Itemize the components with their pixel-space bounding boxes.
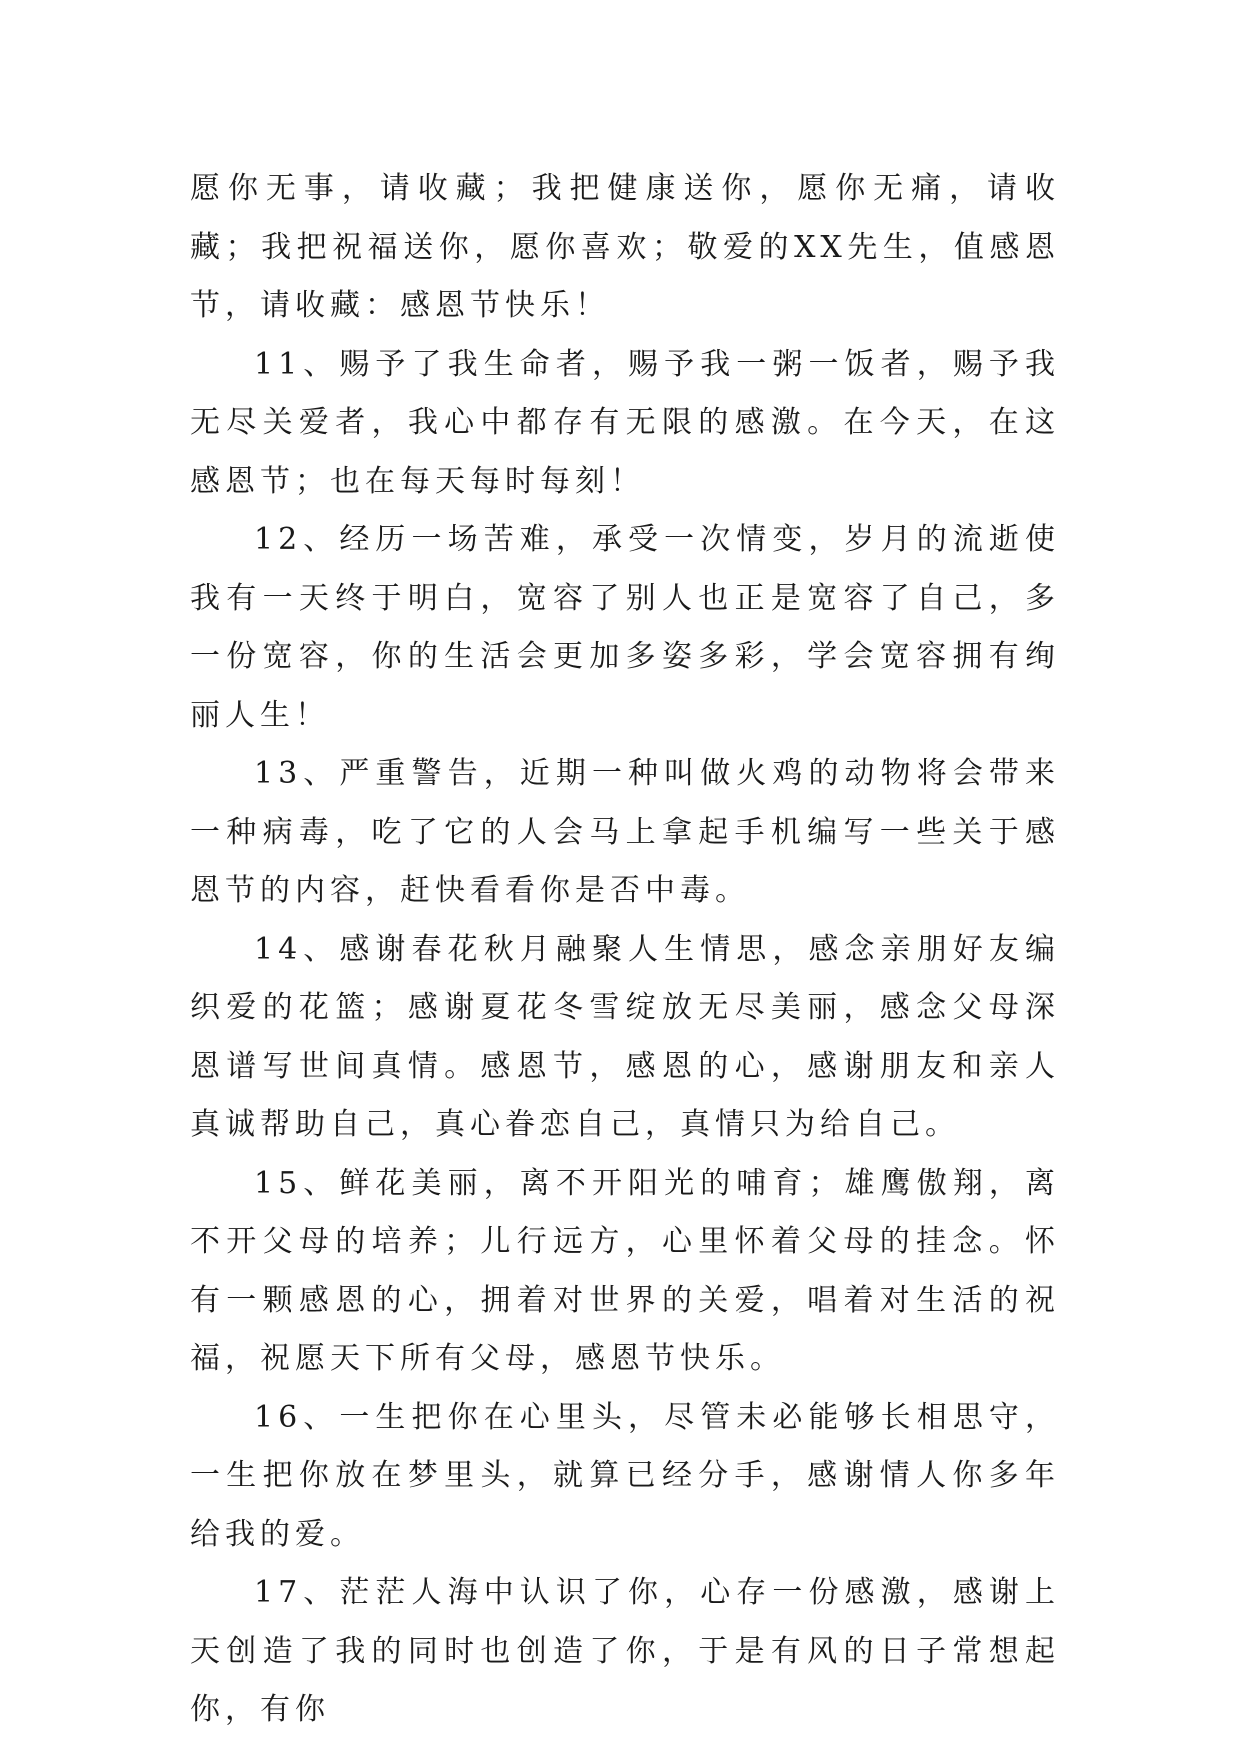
paragraph-item-16: 16、一生把你在心里头，尽管未必能够长相思守，一生把你放在梦里头，就算已经分手，感谢情人你多年给我的爱。 <box>190 1399 1060 1552</box>
paragraph-item-12: 12、经历一场苦难，承受一次情变，岁月的流逝使我有一天终于明白，宽容了别人也正是宽容了自己，多一份宽容，你的生活会更加多姿多彩，学会宽容拥有绚丽人生！ <box>190 522 1060 733</box>
paragraph-continuation: 愿你无事，请收藏；我把健康送你，愿你无痛，请收藏；我把祝福送你，愿你喜欢；敬爱的XX先生，值感恩节，请收藏：感恩节快乐！ <box>190 171 1060 323</box>
paragraph-item-14: 14、感谢春花秋月融聚人生情思，感念亲朋好友编织爱的花篮；感谢夏花冬雪绽放无尽美丽，感念父母深恩谱写世间真情。感恩节，感恩的心，感谢朋友和亲人真诚帮助自己，真心眷恋自己，真情只为给自己。 <box>190 931 1060 1142</box>
paragraph-item-17: 17、茫茫人海中认识了你，心存一份感激，感谢上天创造了我的同时也创造了你，于是有风的日子常想起你，有你 <box>190 1575 1060 1727</box>
paragraph-item-11: 11、赐予了我生命者，赐予我一粥一饭者，赐予我无尽关爱者，我心中都存有无限的感激。在今天，在这感恩节；也在每天每时每刻！ <box>190 346 1060 499</box>
document-body <box>190 160 1060 1740</box>
paragraph-item-13: 13、严重警告，近期一种叫做火鸡的动物将会带来一种病毒，吃了它的人会马上拿起手机编写一些关于感恩节的内容，赶快看看你是否中毒。 <box>190 756 1060 908</box>
paragraph-item-15: 15、鲜花美丽，离不开阳光的哺育；雄鹰傲翔，离不开父母的培养；儿行远方，心里怀着父母的挂念。怀有一颗感恩的心，拥着对世界的关爱，唱着对生活的祝福，祝愿天下所有父母，感恩节快乐。 <box>190 1165 1060 1376</box>
